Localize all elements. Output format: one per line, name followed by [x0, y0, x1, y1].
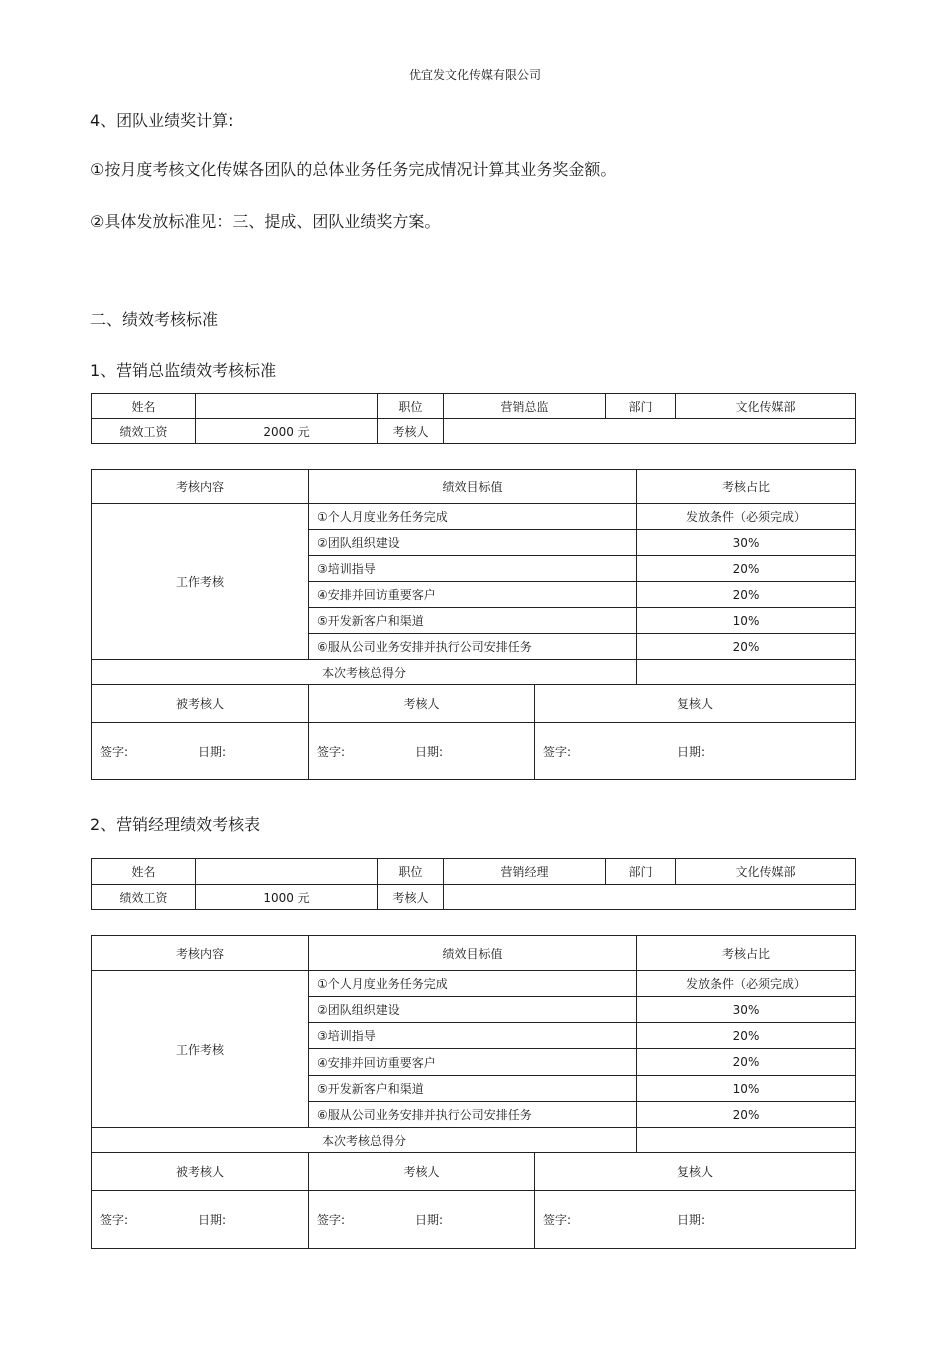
name-label: 姓名 — [92, 859, 196, 885]
date-label: 日期: — [677, 744, 706, 759]
sign-cell-assessor[interactable] — [309, 723, 535, 780]
goal-cell: ②团队组织建设 — [309, 530, 637, 556]
weight-cell: 20% — [637, 1023, 856, 1049]
dept-value: 文化传媒部 — [676, 394, 856, 419]
date-label: 日期: — [415, 744, 444, 759]
goal-cell: ②团队组织建设 — [309, 997, 637, 1023]
form-2-eval-table — [91, 935, 856, 1249]
date-label: 日期: — [198, 1213, 227, 1227]
sign-cell-assessee[interactable] — [92, 1191, 309, 1249]
sign-label: 签字: — [100, 1213, 129, 1227]
form-2-info-table — [91, 858, 856, 910]
sign-header-reviewer: 复核人 — [535, 1153, 856, 1191]
goal-cell: ①个人月度业务任务完成 — [309, 504, 637, 530]
section-4-paragraph-1: ①按月度考核文化传媒各团队的总体业务任务完成情况计算其业务奖金额。 — [90, 160, 617, 179]
salary-label: 绩效工资 — [92, 419, 196, 444]
date-label: 日期: — [677, 1213, 706, 1227]
dept-label: 部门 — [606, 394, 676, 419]
name-label: 姓名 — [92, 394, 196, 419]
assessor-label: 考核人 — [378, 885, 444, 910]
category-cell: 工作考核 — [92, 971, 309, 1128]
weight-cell: 20% — [637, 634, 856, 660]
section-2-title: 二、绩效考核标准 — [90, 310, 219, 329]
assessor-label: 考核人 — [378, 419, 444, 444]
weight-cell: 20% — [637, 556, 856, 582]
sign-cell-assessee[interactable] — [92, 723, 309, 780]
salary-value: 1000 元 — [196, 885, 378, 910]
weight-cell: 20% — [637, 1102, 856, 1128]
sign-cell-assessor[interactable] — [309, 1191, 535, 1249]
assessor-value[interactable] — [444, 419, 856, 444]
goal-cell: ④安排并回访重要客户 — [309, 1049, 637, 1076]
category-cell: 工作考核 — [92, 504, 309, 660]
weight-cell: 20% — [637, 582, 856, 608]
total-score-label: 本次考核总得分 — [92, 660, 637, 685]
header-goal: 绩效目标值 — [309, 936, 637, 971]
goal-cell: ⑥服从公司业务安排并执行公司安排任务 — [309, 1102, 637, 1128]
sign-cell-reviewer[interactable] — [535, 723, 856, 780]
weight-cell: 10% — [637, 608, 856, 634]
header-weight: 考核占比 — [637, 470, 856, 504]
position-value: 营销经理 — [444, 859, 606, 885]
goal-cell: ⑥服从公司业务安排并执行公司安排任务 — [309, 634, 637, 660]
weight-cell: 发放条件（必须完成） — [637, 971, 856, 997]
name-value[interactable] — [196, 859, 378, 885]
sign-header-assessor: 考核人 — [309, 1153, 535, 1191]
position-label: 职位 — [378, 394, 444, 419]
weight-cell: 30% — [637, 997, 856, 1023]
position-value: 营销总监 — [444, 394, 606, 419]
sign-header-reviewer: 复核人 — [535, 685, 856, 723]
header-content: 考核内容 — [92, 470, 309, 504]
sign-header-assessee: 被考核人 — [92, 1153, 309, 1191]
position-label: 职位 — [378, 859, 444, 885]
date-label: 日期: — [415, 1213, 444, 1227]
dept-label: 部门 — [606, 859, 676, 885]
weight-cell: 30% — [637, 530, 856, 556]
form-1-eval-table — [91, 469, 856, 780]
salary-value: 2000 元 — [196, 419, 378, 444]
total-score-label: 本次考核总得分 — [92, 1128, 637, 1153]
date-label: 日期: — [198, 744, 227, 759]
sign-label: 签字: — [317, 1213, 346, 1227]
form-2-title: 2、营销经理绩效考核表 — [90, 815, 261, 834]
goal-cell: ⑤开发新客户和渠道 — [309, 1076, 637, 1102]
header-goal: 绩效目标值 — [309, 470, 637, 504]
section-4-title: 4、团队业绩奖计算: — [90, 111, 234, 130]
salary-label: 绩效工资 — [92, 885, 196, 910]
goal-cell: ④安排并回访重要客户 — [309, 582, 637, 608]
sign-label: 签字: — [317, 744, 346, 759]
sign-label: 签字: — [100, 744, 129, 759]
goal-cell: ③培训指导 — [309, 556, 637, 582]
total-score-value[interactable] — [637, 1128, 856, 1153]
sign-cell-reviewer[interactable] — [535, 1191, 856, 1249]
sign-label: 签字: — [543, 744, 572, 759]
sign-header-assessor: 考核人 — [309, 685, 535, 723]
header-weight: 考核占比 — [637, 936, 856, 971]
weight-cell: 20% — [637, 1049, 856, 1076]
assessor-value[interactable] — [444, 885, 856, 910]
weight-cell: 10% — [637, 1076, 856, 1102]
dept-value: 文化传媒部 — [676, 859, 856, 885]
goal-cell: ③培训指导 — [309, 1023, 637, 1049]
header-content: 考核内容 — [92, 936, 309, 971]
name-value[interactable] — [196, 394, 378, 419]
goal-cell: ①个人月度业务任务完成 — [309, 971, 637, 997]
total-score-value[interactable] — [637, 660, 856, 685]
form-1-info-table — [91, 393, 856, 444]
form-1-title: 1、营销总监绩效考核标准 — [90, 361, 277, 380]
sign-header-assessee: 被考核人 — [92, 685, 309, 723]
section-4-paragraph-2: ②具体发放标准见：三、提成、团队业绩奖方案。 — [90, 212, 441, 231]
weight-cell: 发放条件（必须完成） — [637, 504, 856, 530]
company-header: 优宜发文化传媒有限公司 — [408, 68, 541, 82]
sign-label: 签字: — [543, 1213, 572, 1227]
goal-cell: ⑤开发新客户和渠道 — [309, 608, 637, 634]
